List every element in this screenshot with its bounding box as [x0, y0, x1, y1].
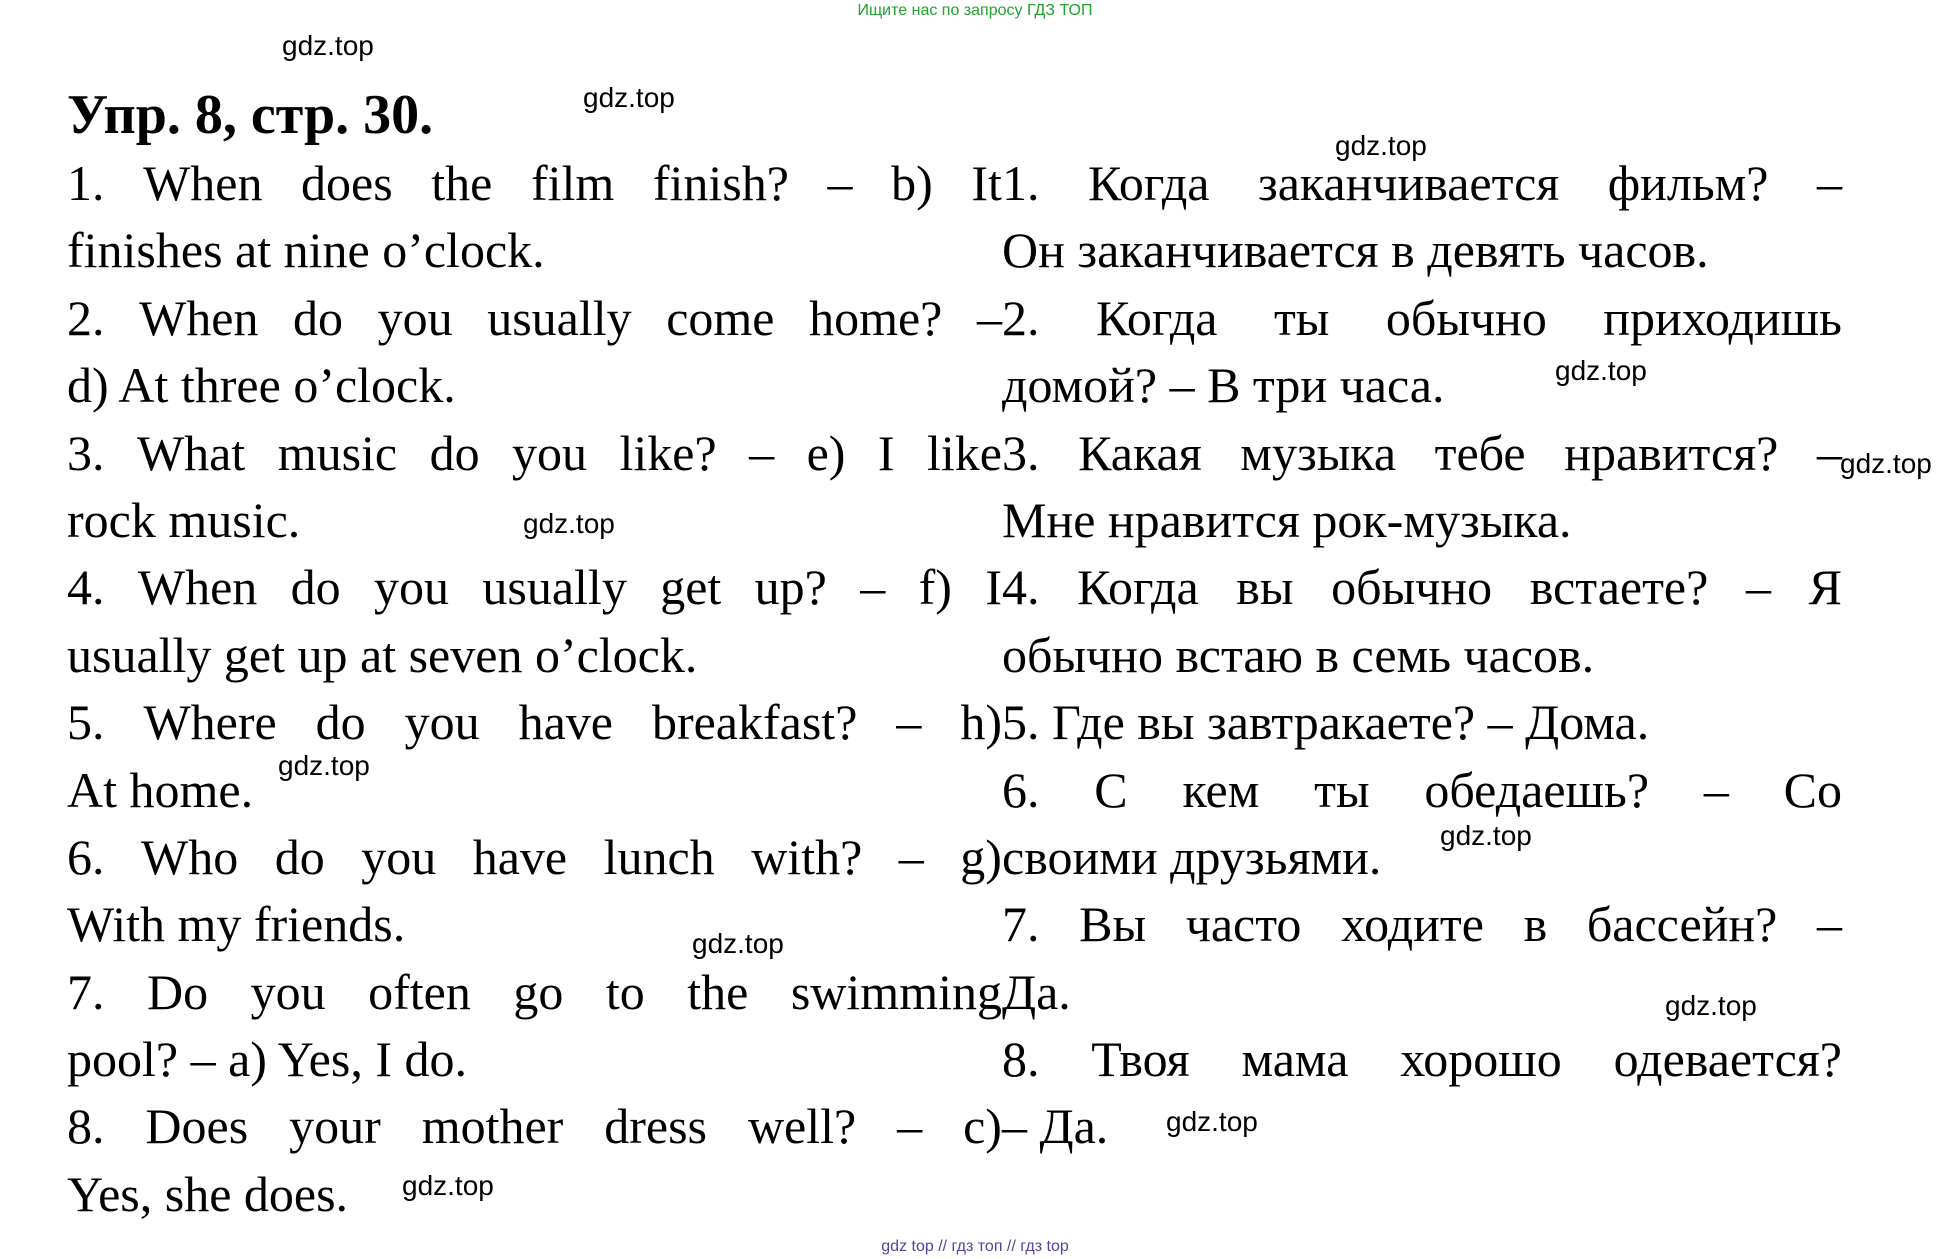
- word: ходите: [1341, 896, 1484, 953]
- word: to: [605, 963, 645, 1020]
- english-line: d) At three o’clock.: [67, 357, 456, 414]
- english-line: [67, 420, 1002, 487]
- word: одевается?: [1613, 1031, 1842, 1088]
- word: do: [274, 828, 325, 885]
- word: 5.: [67, 694, 105, 751]
- word: фильм?: [1607, 155, 1769, 211]
- word: home?: [809, 289, 943, 346]
- word: get: [660, 559, 722, 616]
- watermark: gdz.top: [523, 508, 615, 539]
- russian-line: домой? – В три часа.: [1002, 357, 1445, 414]
- english-column: [67, 150, 1002, 1228]
- english-line: [67, 285, 1002, 352]
- word: мама: [1241, 1031, 1349, 1088]
- word: –: [896, 694, 922, 751]
- word: –: [1745, 559, 1771, 616]
- word: g): [960, 828, 1002, 885]
- word: you: [250, 963, 326, 1020]
- word: Когда: [1077, 559, 1199, 616]
- watermark: gdz.top: [1166, 1106, 1258, 1137]
- word: вы: [1236, 559, 1294, 616]
- word: film: [530, 155, 615, 211]
- word: come: [666, 289, 775, 346]
- word: your: [289, 1098, 381, 1155]
- word: f): [918, 559, 952, 616]
- word: Когда: [1095, 289, 1218, 346]
- exercise-title: Упр. 8, стр. 30.: [67, 84, 434, 146]
- word: Вы: [1079, 896, 1147, 953]
- word: 7.: [67, 963, 105, 1020]
- word: Does: [145, 1098, 249, 1155]
- word: do: [290, 559, 341, 616]
- word: –: [1816, 424, 1842, 481]
- word: нравится?: [1564, 424, 1779, 481]
- russian-line: 5. Где вы завтракаете? – Дома.: [1002, 694, 1650, 751]
- word: 6.: [67, 828, 105, 885]
- russian-line: [1002, 420, 1842, 487]
- word: 2.: [1002, 289, 1040, 346]
- word: 2.: [67, 289, 105, 346]
- english-line: [67, 959, 1002, 1026]
- word: b): [891, 155, 933, 211]
- word: 7.: [1002, 896, 1040, 953]
- english-line: rock music.: [67, 491, 301, 548]
- english-line: With my friends.: [67, 896, 406, 953]
- word: в: [1523, 896, 1548, 953]
- word: –: [897, 1098, 923, 1155]
- watermark: gdz.top: [1555, 355, 1647, 386]
- word: –: [1816, 155, 1842, 211]
- word: ты: [1314, 761, 1370, 818]
- english-line: finishes at nine o’clock.: [67, 222, 545, 279]
- word: –: [827, 155, 853, 211]
- watermark: gdz.top: [1840, 448, 1932, 479]
- word: go: [513, 963, 564, 1020]
- word: 4.: [1002, 559, 1040, 616]
- word: 3.: [67, 424, 105, 481]
- word: Where: [143, 694, 277, 751]
- word: музыка: [1240, 424, 1397, 481]
- word: you: [374, 559, 450, 616]
- word: e): [806, 424, 846, 481]
- watermark: gdz.top: [1335, 130, 1427, 161]
- word: like?: [619, 424, 717, 481]
- word: –: [860, 559, 886, 616]
- watermark: gdz.top: [692, 928, 784, 959]
- russian-line: – Да.: [1002, 1098, 1109, 1155]
- russian-line: Мне нравится рок-музыка.: [1002, 491, 1572, 548]
- watermark: gdz.top: [583, 82, 675, 113]
- word: С: [1094, 761, 1128, 818]
- word: h): [960, 694, 1002, 751]
- word: mother: [421, 1098, 564, 1155]
- word: Когда: [1087, 155, 1210, 211]
- word: 6.: [1002, 761, 1040, 818]
- word: –: [1816, 896, 1842, 953]
- word: –: [976, 289, 1002, 346]
- word: обычно: [1331, 559, 1493, 616]
- word: do: [315, 694, 366, 751]
- word: you: [377, 289, 453, 346]
- english-line: pool? – a) Yes, I do.: [67, 1031, 467, 1088]
- word: dress: [604, 1098, 708, 1155]
- word: Do: [147, 963, 209, 1020]
- english-line: [67, 1093, 1002, 1160]
- word: ты: [1273, 289, 1330, 346]
- word: Со: [1783, 761, 1842, 818]
- word: breakfast?: [651, 694, 858, 751]
- watermark: gdz.top: [1665, 990, 1757, 1021]
- word: 1.: [1002, 155, 1040, 211]
- word: lunch: [603, 828, 715, 885]
- word: Твоя: [1091, 1031, 1190, 1088]
- russian-line: Он заканчивается в девять часов.: [1002, 222, 1709, 279]
- watermark: gdz.top: [1440, 820, 1532, 851]
- word: 1.: [67, 155, 105, 211]
- word: кем: [1182, 761, 1260, 818]
- word: well?: [747, 1098, 857, 1155]
- word: the: [687, 963, 749, 1020]
- word: It: [971, 155, 1002, 211]
- russian-line: [1002, 554, 1842, 621]
- word: do: [293, 289, 344, 346]
- word: заканчивается: [1257, 155, 1560, 211]
- word: have: [518, 694, 613, 751]
- word: have: [472, 828, 568, 885]
- word: 4.: [67, 559, 105, 616]
- word: обычно: [1385, 289, 1547, 346]
- word: you: [361, 828, 437, 885]
- top-banner: Ищите нас по запросу ГДЗ ТОП: [857, 2, 1093, 19]
- word: swimming: [790, 963, 1002, 1020]
- english-line: [67, 824, 1002, 891]
- word: тебе: [1434, 424, 1526, 481]
- word: часто: [1185, 896, 1302, 953]
- watermark: gdz.top: [282, 30, 374, 61]
- word: you: [512, 424, 588, 481]
- word: I: [985, 559, 1002, 616]
- word: Who: [141, 828, 239, 885]
- word: 8.: [1002, 1031, 1040, 1088]
- word: обедаешь?: [1424, 761, 1650, 818]
- word: 3.: [1002, 424, 1040, 481]
- english-line: Yes, she does.: [67, 1165, 349, 1222]
- word: often: [368, 963, 471, 1020]
- english-line: At home.: [67, 761, 254, 818]
- word: When: [139, 289, 259, 346]
- russian-line: [1002, 757, 1842, 824]
- word: I: [877, 424, 895, 481]
- footer-banner: gdz top // гдз топ // гдз top: [881, 1238, 1069, 1255]
- russian-line: [1002, 891, 1842, 958]
- word: usually: [487, 289, 632, 346]
- word: хорошо: [1400, 1031, 1562, 1088]
- word: like: [926, 424, 1002, 481]
- english-line: [67, 554, 1002, 621]
- russian-line: [1002, 285, 1842, 352]
- word: with?: [751, 828, 863, 885]
- word: does: [301, 155, 393, 211]
- word: the: [431, 155, 493, 211]
- word: встаете?: [1529, 559, 1709, 616]
- watermark: gdz.top: [402, 1170, 494, 1201]
- word: do: [429, 424, 480, 481]
- russian-line: своими друзьями.: [1002, 828, 1382, 885]
- word: you: [404, 694, 480, 751]
- english-line: usually get up at seven o’clock.: [67, 626, 698, 683]
- russian-line: [1002, 1026, 1842, 1093]
- word: –: [1703, 761, 1729, 818]
- word: up?: [754, 559, 827, 616]
- russian-line: Да.: [1002, 963, 1071, 1020]
- word: бассейн?: [1586, 896, 1778, 953]
- word: Какая: [1078, 424, 1202, 481]
- english-line: [67, 150, 1002, 217]
- word: When: [137, 559, 258, 616]
- word: Я: [1808, 559, 1842, 616]
- english-line: [67, 689, 1002, 756]
- word: When: [143, 155, 263, 211]
- word: finish?: [652, 155, 789, 211]
- word: c): [963, 1098, 1002, 1155]
- word: 8.: [67, 1098, 105, 1155]
- word: приходишь: [1603, 289, 1842, 346]
- word: music: [277, 424, 398, 481]
- watermark: gdz.top: [278, 750, 370, 781]
- word: –: [749, 424, 775, 481]
- word: –: [898, 828, 924, 885]
- word: usually: [482, 559, 627, 616]
- russian-line: обычно встаю в семь часов.: [1002, 626, 1595, 683]
- word: What: [136, 424, 246, 481]
